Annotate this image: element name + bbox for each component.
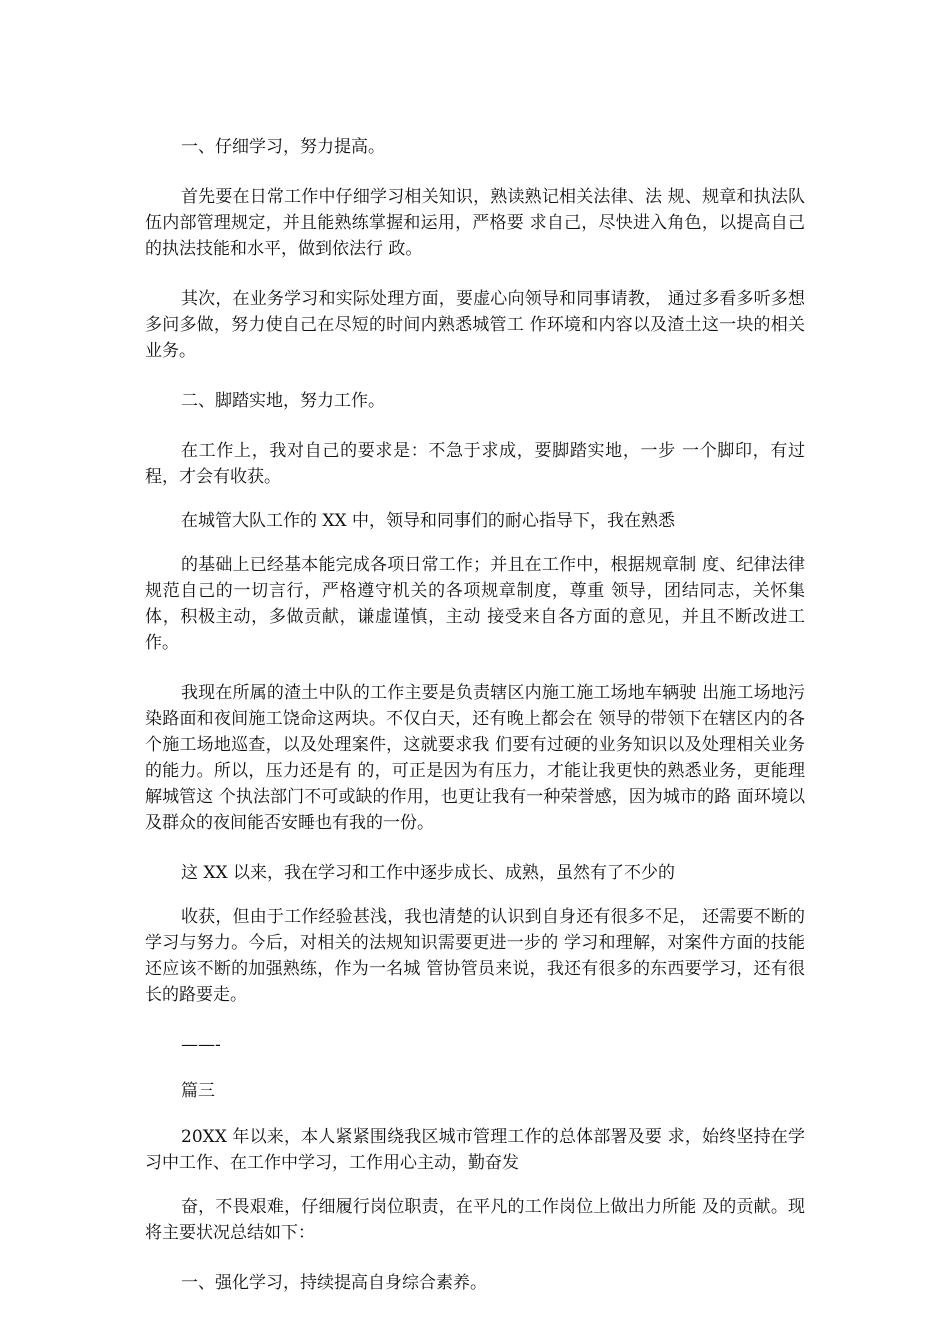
paragraph: 的基础上已经基本能完成各项日常工作；并且在工作中，根据规章制 度、纪律法律规范自己的一切言行，严格遵守机关的各项规章制度，尊重 领导，团结同志，关怀集体，积极主动，多做贡献，谦虚谨慎，主动 接受来自各方面的意见，并且不断改进工作。	[145, 555, 805, 653]
paragraph: 奋，不畏艰难，仔细履行岗位职责，在平凡的工作岗位上做出力所能 及的贡献。现将主要状况总结如下：	[145, 1197, 805, 1243]
paragraph: 收获，但由于工作经验甚浅，我也清楚的认识到自身还有很多不足， 还需要不断的学习与努力。今后，对相关的法规知识需要更进一步的 学习和理解，对案件方面的技能还应该不断的加强熟练，作为一名城 管协管员来说，我还有很多的东西要学习，还有很长的路要走。	[145, 907, 805, 1005]
section-heading-3: 一、强化学习，持续提高自身综合素养。	[181, 1273, 487, 1293]
paragraph: 首先要在日常工作中仔细学习相关知识，熟读熟记相关法律、法 规、规章和执法队伍内部管理规定，并且能熟练掌握和运用，严格要 求自己，尽快进入角色，以提高自己的执法技能和水平，做到依法行 政。	[145, 187, 805, 259]
paragraph: 在工作上，我对自己的要求是：不急于求成，要脚踏实地，一步 一个脚印，有过程，才会有收获。	[145, 441, 805, 487]
paragraph: 这 XX 以来，我在学习和工作中逐步成长、成熟，虽然有了不少的	[181, 863, 676, 883]
document-body	[145, 134, 805, 1320]
paragraph: 其次，在业务学习和实际处理方面，要虚心向领导和同事请教， 通过多看多听多想多问多做，努力使自己在尽短的时间内熟悉城管工 作环境和内容以及渣土这一块的相关业务。	[145, 289, 805, 361]
section-title: 篇三	[181, 1081, 215, 1101]
paragraph: 我现在所属的渣土中队的工作主要是负责辖区内施工施工场地车辆驶 出施工场地污染路面和夜间施工饶命这两块。不仅白天，还有晚上都会在 领导的带领下在辖区内的各个施工场地巡查，以及处理案件，这就要求我 们要有过硬的业务知识以及处理相关业务的能力。所以，压力还是有 的，可正是因为有压力，才能让我更快的熟悉业务，更能理解城管这 个执法部门不可或缺的作用，也更让我有一种荣誉感，因为城市的路 面环境以及群众的夜间能否安睡也有我的一份。	[145, 683, 805, 833]
separator: ——-	[181, 1035, 221, 1055]
section-heading-1: 一、仔细学习，努力提高。	[181, 137, 385, 157]
paragraph: 在城管大队工作的 XX 中，领导和同事们的耐心指导下，我在熟悉	[181, 511, 676, 531]
section-heading-2: 二、脚踏实地，努力工作。	[181, 391, 385, 411]
paragraph: 20XX 年以来，本人紧紧围绕我区城市管理工作的总体部署及要 求，始终坚持在学习中工作、在工作中学习，工作用心主动，勤奋发	[145, 1127, 805, 1173]
